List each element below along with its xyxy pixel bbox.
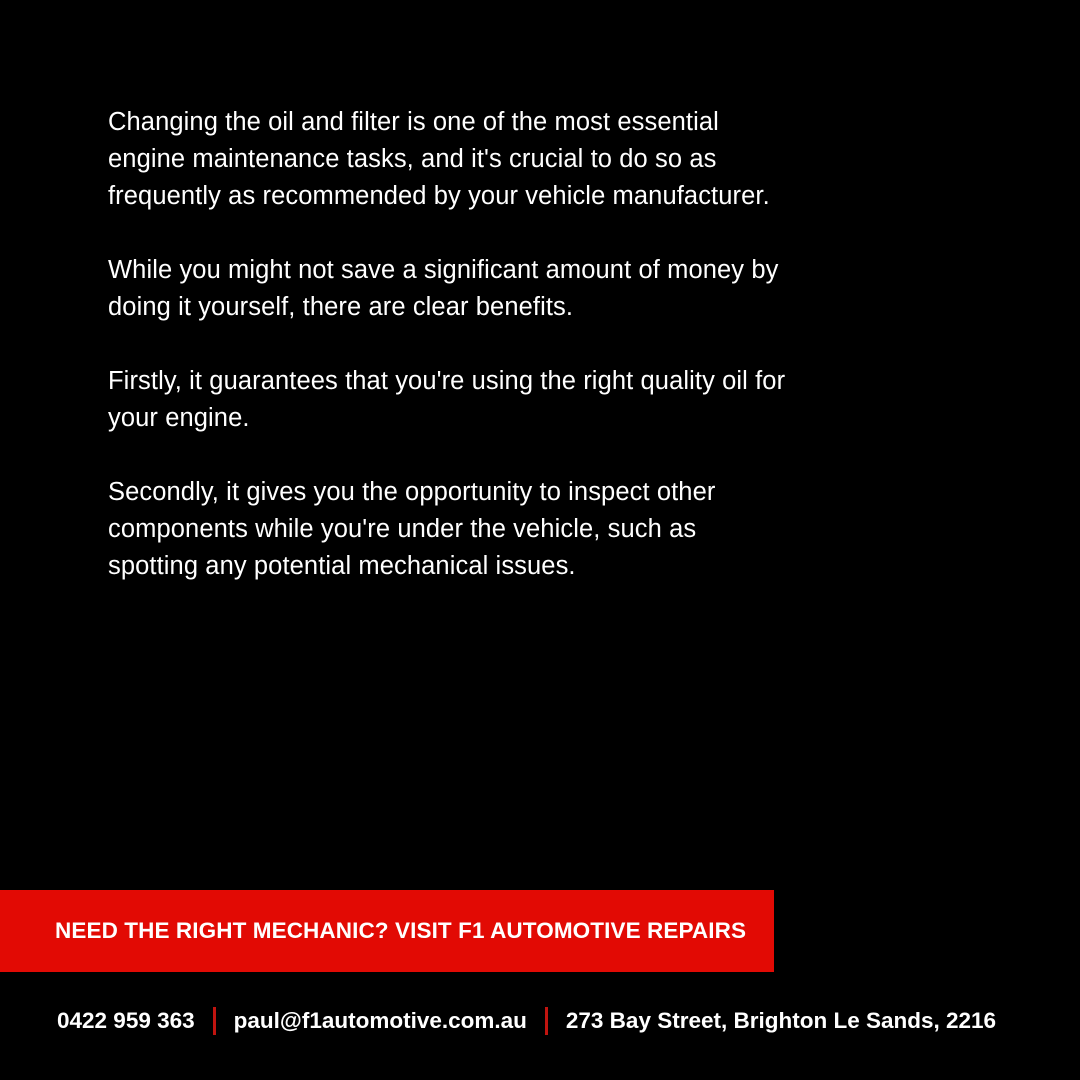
cta-text: NEED THE RIGHT MECHANIC? VISIT F1 AUTOMOTIVE REPAIRS: [55, 918, 747, 943]
street-address: 273 Bay Street, Brighton Le Sands, 2216: [565, 1008, 997, 1033]
paragraph-secondly: Secondly, it gives you the opportunity to inspect other components while you're under the vehicle, such as spotting any potential mechanical issues.: [108, 478, 716, 580]
email-address[interactable]: paul@f1automotive.com.au: [233, 1008, 527, 1033]
cta-banner: [0, 890, 774, 972]
paragraph-savings: While you might not save a significant amount of money by doing it yourself, there are clear benefits.: [108, 256, 779, 321]
paragraph-intro: Changing the oil and filter is one of the most essential engine maintenance tasks, and it's crucial to do so as frequently as recommended by your vehicle manufacturer.: [108, 108, 770, 210]
contact-bar: [57, 1005, 996, 1037]
divider: [545, 1007, 548, 1035]
phone-number[interactable]: 0422 959 363: [57, 1008, 195, 1033]
paragraph-firstly: Firstly, it guarantees that you're using the right quality oil for your engine.: [108, 367, 786, 432]
divider: [213, 1007, 216, 1035]
article-body: [108, 104, 788, 622]
